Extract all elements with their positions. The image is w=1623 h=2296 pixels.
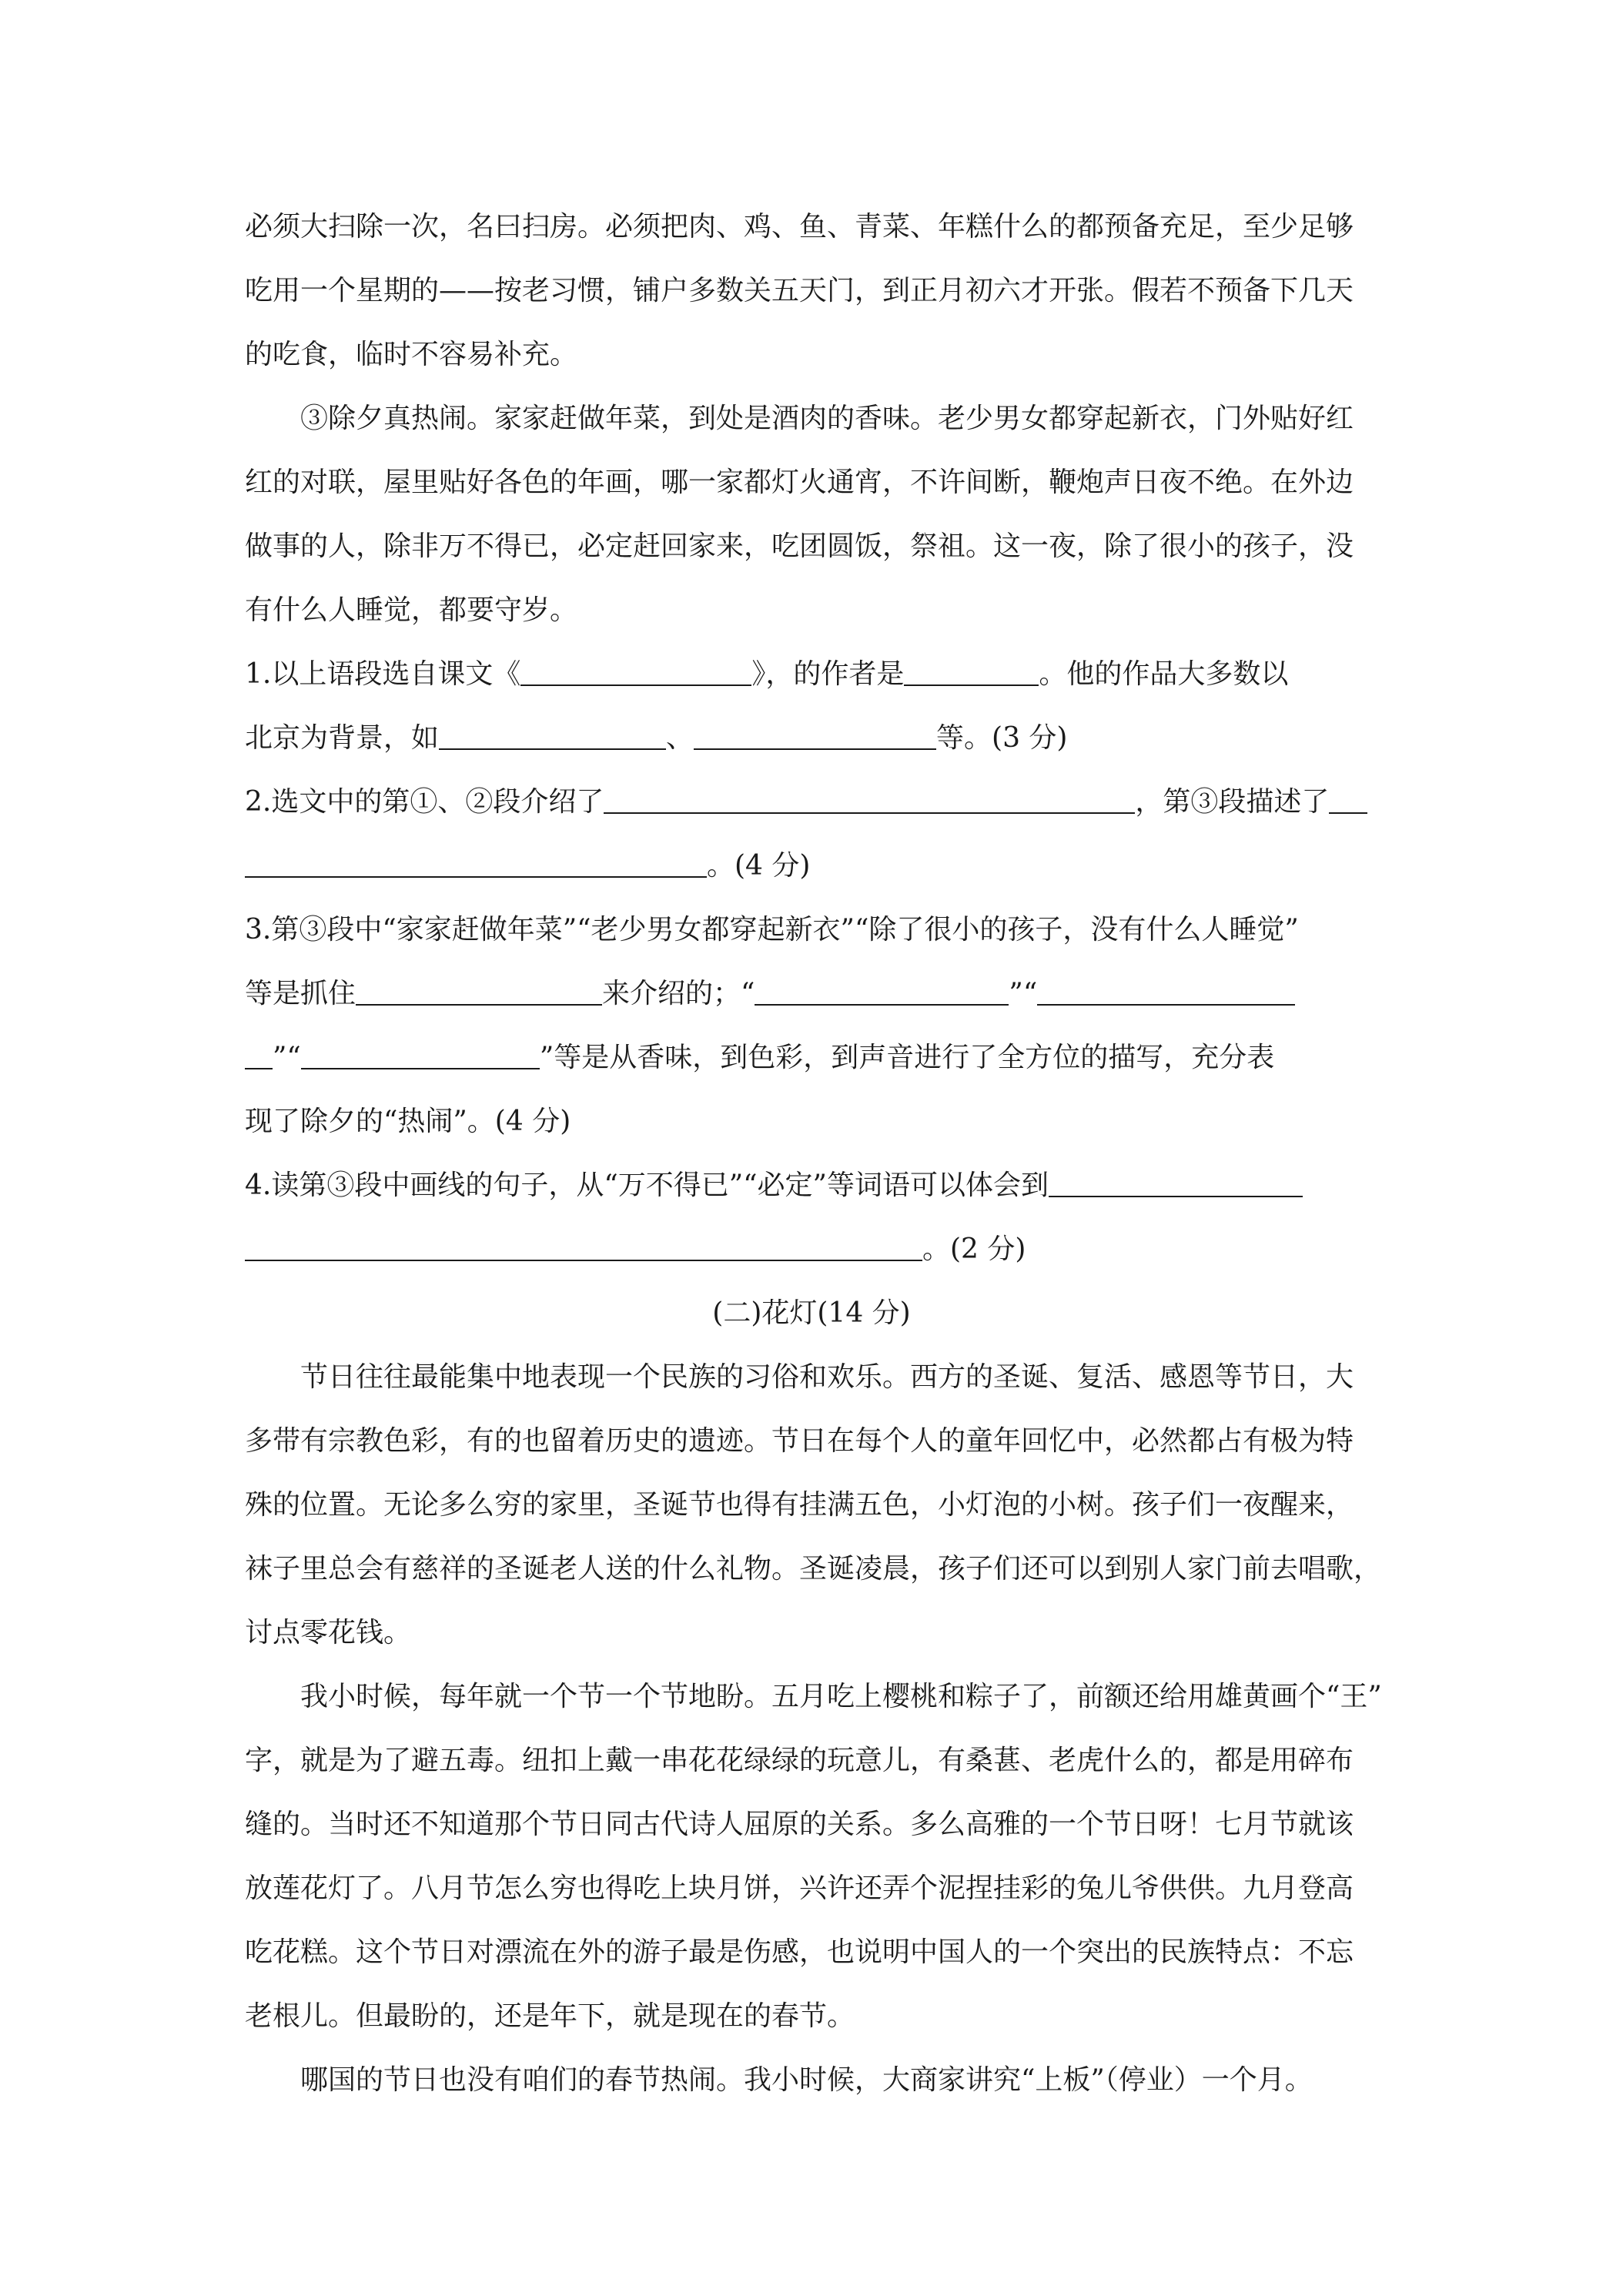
question-3-line-4: 现了除夕的“热闹”。(4 分) <box>245 1106 571 1137</box>
passage2-p1-line-3: 殊的位置。无论多么穷的家里，圣诞节也得有挂满五色，小灯泡的小树。孩子们一夜醒来， <box>245 1489 1354 1521</box>
question-2-text-b: ，第③段描述了 <box>1135 786 1330 818</box>
question-3-line-1: 3.第③段中“家家赶做年菜”“老少男女都穿起新衣”“除了很小的孩子，没有什么人睡觉” <box>245 914 1299 946</box>
answer-blank-q2-part-2a[interactable] <box>1329 786 1367 814</box>
answer-blank-q3-quote-3[interactable] <box>301 1042 540 1069</box>
question-4-text-b: 。(2 分) <box>922 1233 1026 1265</box>
answer-blank-q4-part-1[interactable] <box>1049 1170 1303 1197</box>
answer-blank-q1-work-2[interactable] <box>694 722 936 750</box>
passage2-p2-line-5: 吃花糕。这个节日对漂流在外的游子最是伤感，也说明中国人的一个突出的民族特点：不忘 <box>245 1936 1354 1968</box>
passage2-p2-line-2: 字，就是为了避五毒。纽扣上戴一串花花绿绿的玩意儿，有桑葚、老虎什么的，都是用碎布 <box>245 1745 1354 1776</box>
question-1-text-c: 。他的作品大多数以 <box>1039 658 1289 690</box>
question-3-text-c: 来介绍的；“ <box>602 978 755 1009</box>
question-1-text-a: 1.以上语段选自课文《 <box>245 658 521 690</box>
answer-blank-q3-quote-2b[interactable] <box>245 1042 273 1069</box>
answer-blank-q2-part-1[interactable] <box>604 786 1135 814</box>
question-4-text-a: 4.读第③段中画线的句子，从“万不得已”“必定”等词语可以体会到 <box>245 1170 1049 1201</box>
question-4-line-1 <box>245 1168 1303 1203</box>
answer-blank-q2-part-2b[interactable] <box>245 850 707 878</box>
question-1-text-f: 等。(3 分) <box>936 722 1068 754</box>
passage1-p2-line-3: 的吃食，临时不容易补充。 <box>245 339 578 370</box>
answer-blank-q1-author[interactable] <box>904 658 1039 686</box>
passage1-p3-line-1: ③除夕真热闹。家家赶做年菜，到处是酒肉的香味。老少男女都穿起新衣，门外贴好红 <box>300 403 1354 434</box>
passage2-heading: (二)花灯(14 分) <box>712 1297 911 1329</box>
question-3-text-f: ”等是从香味，到色彩，到声音进行了全方位的描写，充分表 <box>539 1042 1275 1073</box>
question-1-text-b: 》，的作者是 <box>751 658 905 690</box>
question-2-line-2 <box>245 848 810 884</box>
passage2-p2-line-4: 放莲花灯了。八月节怎么穷也得吃上块月饼，兴许还弄个泥捏挂彩的兔儿爷供供。九月登高 <box>245 1873 1354 1904</box>
question-4-line-2 <box>245 1232 1026 1267</box>
passage2-p1-line-1: 节日往往最能集中地表现一个民族的习俗和欢乐。西方的圣诞、复活、感恩等节日，大 <box>300 1361 1354 1393</box>
passage1-p2-line-2: 吃用一个星期的——按老习惯，铺户多数关五天门，到正月初六才开张。假若不预备下几天 <box>245 275 1354 306</box>
question-3-line-2 <box>245 976 1295 1012</box>
passage1-p3-line-2: 红的对联，屋里贴好各色的年画，哪一家都灯火通宵，不许间断，鞭炮声日夜不绝。在外边 <box>245 467 1354 498</box>
answer-blank-q1-work-1[interactable] <box>439 722 666 750</box>
answer-blank-q4-part-2[interactable] <box>245 1233 922 1261</box>
question-3-text-b: 等是抓住 <box>245 978 356 1009</box>
answer-blank-q3-quote-1[interactable] <box>755 978 1009 1006</box>
passage2-p1-line-5: 讨点零花钱。 <box>245 1617 412 1648</box>
question-2-text-c: 。(4 分) <box>707 850 811 882</box>
question-1-text-e: 、 <box>666 722 694 754</box>
passage2-p2-line-3: 缝的。当时还不知道那个节日同古代诗人屈原的关系。多么高雅的一个节日呀！七月节就该 <box>245 1809 1354 1840</box>
passage1-p3-line-4: 有什么人睡觉，都要守岁。 <box>245 594 578 626</box>
question-1-text-d: 北京为背景，如 <box>245 722 440 754</box>
passage2-p2-line-6: 老根儿。但最盼的，还是年下，就是现在的春节。 <box>245 2000 855 2032</box>
answer-blank-q3-quote-2a[interactable] <box>1037 978 1295 1006</box>
question-2-text-a: 2.选文中的第①、②段介绍了 <box>245 786 604 818</box>
passage2-p3-line-1: 哪国的节日也没有咱们的春节热闹。我小时候，大商家讲究“上板”（停业）一个月。 <box>300 2064 1313 2096</box>
passage1-p2-line-1: 必须大扫除一次，名曰扫房。必须把肉、鸡、鱼、青菜、年糕什么的都预备充足，至少足够 <box>245 211 1354 243</box>
passage2-p2-line-1: 我小时候，每年就一个节一个节地盼。五月吃上樱桃和粽子了，前额还给用雄黄画个“王” <box>300 1681 1382 1712</box>
answer-blank-q3-focus[interactable] <box>356 978 602 1006</box>
passage1-p3-line-3: 做事的人，除非万不得已，必定赶回家来，吃团圆饭，祭祖。这一夜，除了很小的孩子，没 <box>245 530 1354 562</box>
question-3-line-3 <box>245 1040 1274 1076</box>
question-1-line-2 <box>245 721 1067 756</box>
question-3-text-e: ”“ <box>273 1042 301 1073</box>
passage2-p1-line-2: 多带有宗教色彩，有的也留着历史的遗迹。节日在每个人的童年回忆中，必然都占有极为特 <box>245 1425 1354 1457</box>
answer-blank-q1-title[interactable] <box>520 658 751 686</box>
passage2-p1-line-4: 袜子里总会有慈祥的圣诞老人送的什么礼物。圣诞凌晨，孩子们还可以到别人家门前去唱歌， <box>245 1553 1382 1585</box>
question-2-line-1 <box>245 785 1367 820</box>
question-1-line-1 <box>245 657 1288 692</box>
question-3-text-d: ”“ <box>1009 978 1038 1009</box>
